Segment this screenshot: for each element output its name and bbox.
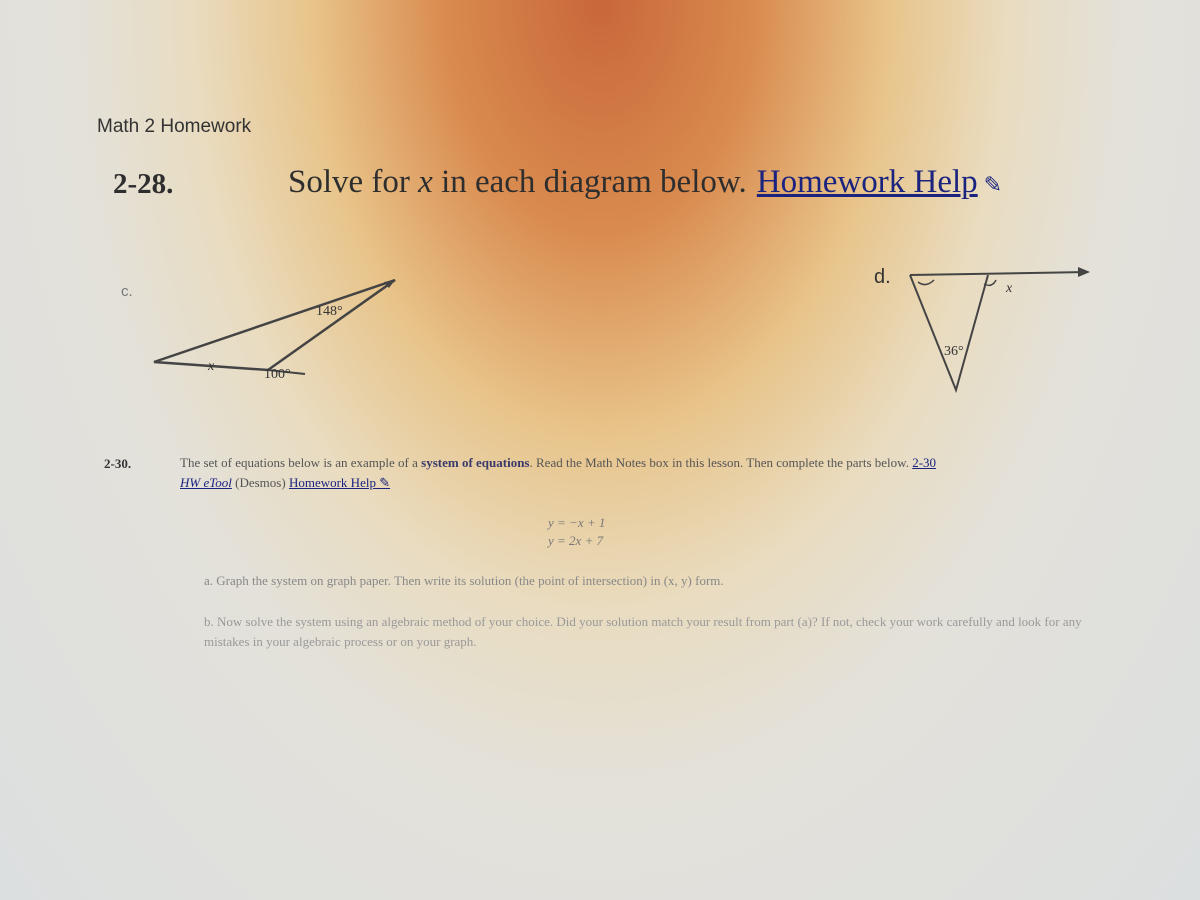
diagram-c: [140, 270, 410, 390]
problem-text-after: in each diagram below.: [432, 164, 747, 200]
problem-text-before: Solve for: [288, 164, 419, 200]
hw-etool-link[interactable]: HW eTool: [180, 475, 232, 490]
page-header: Math 2 Homework: [97, 116, 252, 137]
part-a-text: a. Graph the system on graph paper. Then write its solution (the point of intersection) in (x, y) form.: [204, 573, 724, 588]
problem-statement: [288, 164, 1002, 201]
problem-variable: x: [418, 164, 433, 200]
problem-number: 2-28.: [113, 168, 174, 200]
diagram-d-triangle: [910, 275, 988, 390]
diagram-c-angle-100: 100°: [264, 367, 291, 382]
diagram-c-triangle: [154, 280, 395, 370]
diagram-d-line: [910, 272, 1088, 275]
problem-230-text1: The set of equations below is an example of a: [180, 455, 422, 470]
equation-1: y = −x + 1: [548, 515, 606, 530]
link-2-30[interactable]: 2-30: [912, 455, 937, 470]
pencil-icon[interactable]: ✎: [375, 475, 391, 490]
diagram-d-arrowhead: [1078, 267, 1090, 277]
homework-help-link[interactable]: Homework Help: [756, 164, 978, 200]
equations-block: [548, 514, 605, 550]
homework-help-link-230[interactable]: Homework Help: [288, 475, 376, 490]
system-of-equations-term: system of equations: [421, 455, 530, 470]
problem-230-text3: (Desmos): [231, 475, 289, 490]
diagram-d: [900, 260, 1100, 400]
diagram-c-label: c.: [121, 283, 133, 300]
diagram-c-angle-x: x: [208, 359, 215, 374]
problem-230-number: 2-30.: [104, 456, 132, 471]
problem-230-text: [180, 453, 1110, 493]
diagram-d-angle-x: x: [1006, 281, 1013, 296]
problem-230-text2: . Read the Math Notes box in this lesson. Then complete the parts below.: [529, 455, 913, 470]
diagram-d-label: d.: [874, 266, 891, 288]
diagram-c-angle-148: 148°: [316, 304, 343, 319]
diagram-d-angle-36: 36°: [944, 344, 964, 359]
equation-2: y = 2x + 7: [548, 533, 604, 548]
part-b-text: b. Now solve the system using an algebraic method of your choice. Did your solution match your result from part (a)? If not, check your work carefully and look for any mistakes in your algebraic process or on your graph.: [204, 614, 1082, 649]
pencil-icon[interactable]: ✎: [983, 172, 1003, 197]
